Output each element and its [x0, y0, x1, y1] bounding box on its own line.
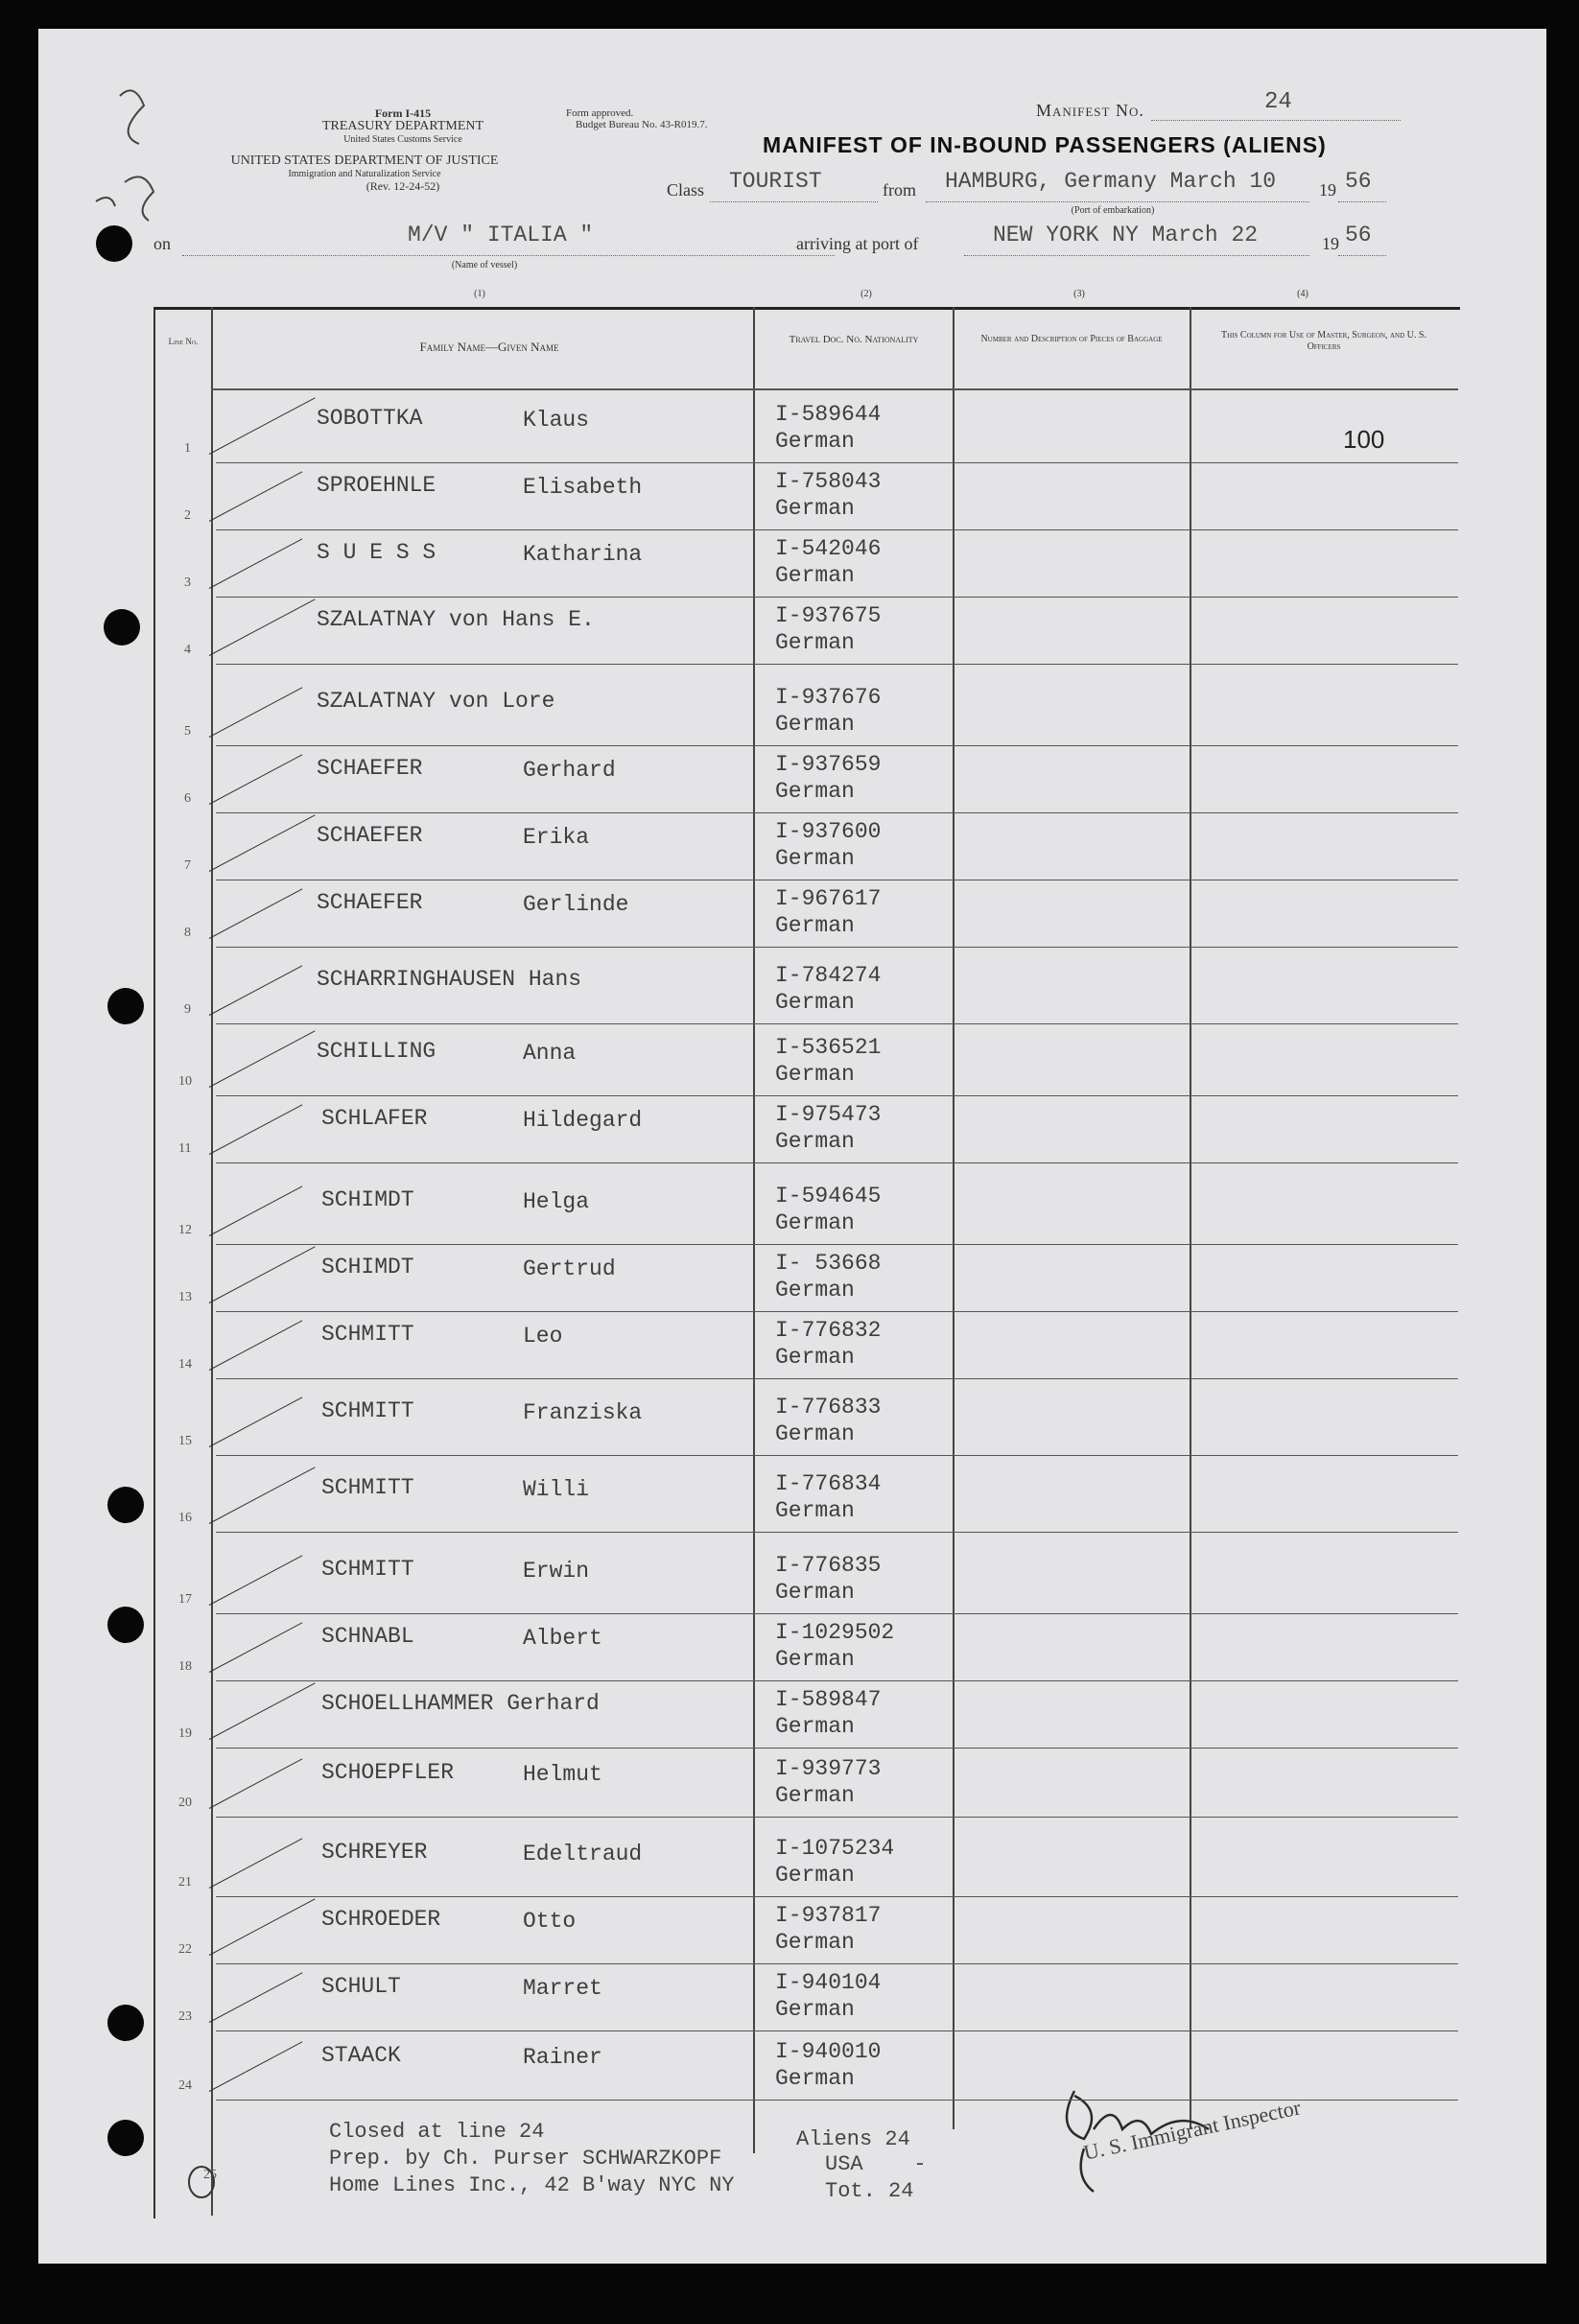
passenger-nationality: German: [775, 779, 855, 804]
passenger-travel-doc: I-1029502: [775, 1620, 895, 1645]
vessel-caption: (Name of vessel): [451, 260, 518, 270]
passenger-travel-doc: I-776835: [775, 1553, 882, 1578]
year-value-2: 56: [1345, 223, 1372, 247]
col-head-name: Family Name—Given Name: [419, 340, 559, 354]
row-rule: [216, 1162, 1458, 1163]
passenger-family-name: SZALATNAY von Hans E.: [317, 607, 595, 632]
port-underline: [964, 255, 1309, 256]
arrival-port: NEW YORK NY March 22: [993, 223, 1259, 247]
passenger-family-name: SPROEHNLE: [317, 473, 436, 498]
col-divider: [753, 307, 755, 2153]
passenger-nationality: German: [775, 1783, 855, 1808]
vessel-name: M/V " ITALIA ": [408, 223, 594, 247]
passenger-family-name: SZALATNAY von Lore: [317, 689, 555, 714]
passenger-given-name: Hildegard: [523, 1108, 643, 1133]
passenger-given-name: Leo: [523, 1324, 563, 1349]
col-num-2: (2): [860, 289, 872, 299]
passenger-travel-doc: I-776832: [775, 1318, 882, 1343]
manifest-number: 24: [1264, 89, 1292, 115]
line-number: 24: [178, 2078, 192, 2093]
passenger-remark: 100: [1343, 425, 1385, 454]
passenger-nationality: German: [775, 712, 855, 737]
form-number: Form I-415: [374, 106, 432, 120]
passenger-travel-doc: I-776833: [775, 1395, 882, 1420]
passenger-travel-doc: I-594645: [775, 1184, 882, 1209]
passenger-family-name: SCHNABL: [321, 1624, 414, 1649]
footer-line-number: 25: [203, 2168, 217, 2182]
passenger-given-name: Gerlinde: [523, 892, 629, 917]
col-head-line-no: Line No.: [168, 337, 199, 346]
row-rule: [216, 1680, 1458, 1681]
passenger-given-name: Klaus: [523, 408, 590, 433]
punch-hole: [107, 1607, 144, 1643]
passenger-travel-doc: I-542046: [775, 536, 882, 561]
passenger-given-name: Marret: [523, 1976, 602, 2001]
line-number: 4: [184, 643, 191, 657]
year-prefix-2: 19: [1322, 234, 1339, 253]
row-rule: [216, 2100, 1458, 2101]
col-head-baggage: Number and Description of Pieces of Baggage: [980, 334, 1163, 344]
line-number: 19: [178, 1726, 192, 1741]
punch-hole: [107, 2120, 144, 2156]
row-rule: [216, 1023, 1458, 1024]
passenger-family-name: SCHAEFER: [317, 823, 423, 848]
passenger-family-name: SCHMITT: [321, 1557, 414, 1582]
passenger-travel-doc: I-967617: [775, 886, 882, 911]
col-head-officers: This Column for Use of Master, Surgeon, and U. S. Officers: [1221, 330, 1426, 352]
footer-closed: Closed at line 24: [329, 2120, 545, 2144]
passenger-family-name: SCHAEFER: [317, 890, 423, 915]
col-divider: [1190, 307, 1191, 2129]
line-number: 22: [178, 1942, 192, 1957]
passenger-given-name: Helmut: [523, 1762, 602, 1787]
document-title: MANIFEST OF IN-BOUND PASSENGERS (ALIENS): [763, 132, 1327, 157]
passenger-nationality: German: [775, 1345, 855, 1370]
row-rule: [216, 1613, 1458, 1614]
passenger-nationality: German: [775, 496, 855, 521]
col-divider: [953, 307, 954, 2129]
passenger-given-name: Franziska: [523, 1400, 643, 1425]
row-rule: [216, 1963, 1458, 1964]
passenger-family-name: SCHROEDER: [321, 1907, 441, 1932]
year-underline-2: [1338, 255, 1386, 256]
row-rule: [216, 812, 1458, 813]
passenger-given-name: Willi: [523, 1477, 590, 1502]
port-embark-caption: (Port of embarkation): [1071, 205, 1155, 216]
line-number: 1: [184, 441, 191, 456]
passenger-family-name: S U E S S: [317, 540, 436, 565]
footer-aliens: Aliens 24: [796, 2127, 910, 2151]
circle-mark: [182, 2163, 221, 2201]
passenger-family-name: SCHOEPFLER: [321, 1760, 455, 1785]
row-rule: [216, 1378, 1458, 1379]
passenger-nationality: German: [775, 1421, 855, 1446]
line-number: 13: [178, 1290, 192, 1304]
manifest-underline: [1151, 120, 1401, 121]
line-number: 9: [184, 1002, 191, 1017]
budget-bureau: Budget Bureau No. 43-R019.7.: [576, 119, 708, 130]
passenger-travel-doc: I-758043: [775, 469, 882, 494]
line-number: 11: [178, 1141, 192, 1156]
line-number: 10: [178, 1074, 192, 1089]
passenger-travel-doc: I-937659: [775, 752, 882, 777]
year-prefix-1: 19: [1319, 180, 1336, 200]
passenger-travel-doc: I-776834: [775, 1471, 882, 1496]
row-rule: [216, 1896, 1458, 1897]
passenger-nationality: German: [775, 563, 855, 588]
line-number: 3: [184, 575, 191, 590]
passenger-given-name: Helga: [523, 1189, 590, 1214]
form-revision: (Rev. 12-24-52): [365, 179, 440, 193]
passenger-family-name: SCHIMDT: [321, 1187, 414, 1212]
passenger-given-name: Erwin: [523, 1559, 590, 1584]
year-underline-1: [1338, 201, 1386, 202]
col-num-4: (4): [1297, 289, 1308, 299]
passenger-family-name: SCHULT: [321, 1974, 401, 1999]
row-rule: [216, 1455, 1458, 1456]
passenger-family-name: SCHLAFER: [321, 1106, 428, 1131]
passenger-travel-doc: I-784274: [775, 963, 882, 988]
class-underline: [710, 201, 878, 202]
row-rule: [216, 597, 1458, 598]
passenger-family-name: SCHIMDT: [321, 1255, 414, 1279]
row-rule: [216, 1817, 1458, 1818]
passenger-nationality: German: [775, 1129, 855, 1154]
line-number: 18: [178, 1659, 192, 1674]
header-rule: [211, 388, 1458, 390]
footer-company: Home Lines Inc., 42 B'way NYC NY: [329, 2173, 735, 2197]
passenger-given-name: Rainer: [523, 2045, 602, 2070]
inspector-title: U. S. Immigrant Inspector: [1081, 2095, 1303, 2165]
passenger-family-name: SCHOELLHAMMER Gerhard: [321, 1691, 600, 1716]
passenger-nationality: German: [775, 1863, 855, 1888]
passenger-nationality: German: [775, 1647, 855, 1672]
passenger-given-name: Katharina: [523, 542, 643, 567]
passenger-travel-doc: I-975473: [775, 1102, 882, 1127]
passenger-travel-doc: I-1075234: [775, 1836, 895, 1861]
passenger-given-name: Erika: [523, 825, 590, 850]
line-number: 20: [178, 1796, 192, 1810]
col-num-3: (3): [1073, 289, 1085, 299]
customs-service: United States Customs Service: [343, 134, 462, 145]
footer-total: Tot. 24: [825, 2179, 914, 2203]
line-number: 16: [178, 1511, 192, 1525]
line-number: 12: [178, 1223, 192, 1237]
passenger-nationality: German: [775, 990, 855, 1015]
passenger-family-name: SCHMITT: [321, 1398, 414, 1423]
row-rule: [216, 1532, 1458, 1533]
vessel-underline: [182, 255, 835, 256]
passenger-given-name: Albert: [523, 1626, 602, 1651]
passenger-nationality: German: [775, 1580, 855, 1605]
col-head-travel-doc: Travel Doc. No. Nationality: [789, 334, 919, 345]
passenger-nationality: German: [775, 429, 855, 454]
row-rule: [216, 1244, 1458, 1245]
passenger-given-name: Elisabeth: [523, 475, 643, 500]
passenger-given-name: Anna: [523, 1041, 577, 1066]
punch-hole: [104, 609, 140, 646]
passenger-nationality: German: [775, 2066, 855, 2091]
punch-hole: [107, 1487, 144, 1523]
line-number: 14: [178, 1357, 192, 1372]
line-number: 23: [178, 2009, 192, 2024]
passenger-travel-doc: I-589644: [775, 402, 882, 427]
class-value: TOURIST: [729, 169, 822, 194]
arriving-label: arriving at port of: [796, 234, 919, 253]
justice-dept: UNITED STATES DEPARTMENT OF JUSTICE: [230, 153, 499, 168]
row-rule: [216, 1748, 1458, 1749]
form-approved: Form approved.: [566, 107, 634, 119]
line-number: 17: [178, 1592, 192, 1607]
passenger-family-name: SCHMITT: [321, 1322, 414, 1347]
passenger-travel-doc: I-940104: [775, 1970, 882, 1995]
passenger-family-name: SCHILLING: [317, 1039, 436, 1064]
from-value: HAMBURG, Germany March 10: [945, 169, 1277, 194]
passenger-family-name: SCHAEFER: [317, 756, 423, 781]
line-number: 8: [184, 926, 191, 940]
col-divider: [211, 307, 213, 2216]
class-label: Class: [667, 180, 705, 200]
passenger-family-name: SCHMITT: [321, 1475, 414, 1500]
col-num-1: (1): [474, 289, 485, 299]
passenger-travel-doc: I-937817: [775, 1903, 882, 1928]
line-number: 5: [184, 724, 191, 739]
passenger-nationality: German: [775, 1498, 855, 1523]
treasury-dept: TREASURY DEPARTMENT: [321, 119, 484, 133]
passenger-travel-doc: I-937600: [775, 819, 882, 844]
manifest-label: Manifest No.: [1036, 101, 1144, 120]
passenger-travel-doc: I-939773: [775, 1756, 882, 1781]
line-number: 2: [184, 508, 191, 523]
row-rule: [216, 462, 1458, 463]
passenger-nationality: German: [775, 630, 855, 655]
row-rule: [216, 1095, 1458, 1096]
passenger-travel-doc: I-536521: [775, 1035, 882, 1060]
passenger-family-name: SCHREYER: [321, 1840, 428, 1865]
punch-hole: [107, 2005, 144, 2041]
footer-prep: Prep. by Ch. Purser SCHWARZKOPF: [329, 2147, 722, 2171]
passenger-travel-doc: I-937675: [775, 603, 882, 628]
passenger-given-name: Edeltraud: [523, 1842, 643, 1866]
passenger-family-name: STAACK: [321, 2043, 401, 2068]
punch-hole: [107, 988, 144, 1024]
passenger-given-name: Gertrud: [523, 1256, 616, 1281]
line-number: 6: [184, 791, 191, 806]
line-number: 21: [178, 1875, 192, 1890]
passenger-nationality: German: [775, 1278, 855, 1303]
passenger-nationality: German: [775, 1997, 855, 2022]
row-rule: [216, 947, 1458, 948]
margin-scribble: [77, 77, 163, 240]
passenger-family-name: SOBOTTKA: [317, 406, 423, 431]
manifest-page: [38, 29, 1546, 2264]
on-label: on: [153, 234, 171, 253]
passenger-family-name: SCHARRINGHAUSEN Hans: [317, 967, 582, 992]
passenger-nationality: German: [775, 846, 855, 871]
passenger-given-name: Gerhard: [523, 758, 616, 783]
from-label: from: [883, 180, 916, 200]
footer-usa: USA -: [825, 2152, 927, 2176]
passenger-nationality: German: [775, 913, 855, 938]
ins-service: Immigration and Naturalization Service: [288, 169, 441, 179]
passenger-nationality: German: [775, 1062, 855, 1087]
from-underline: [926, 201, 1309, 202]
passenger-nationality: German: [775, 1210, 855, 1235]
year-value-1: 56: [1345, 169, 1372, 194]
line-number: 7: [184, 858, 191, 873]
row-rule: [216, 1311, 1458, 1312]
passenger-nationality: German: [775, 1714, 855, 1739]
line-number: 15: [178, 1434, 192, 1448]
passenger-given-name: Otto: [523, 1909, 577, 1934]
passenger-travel-doc: I-940010: [775, 2039, 882, 2064]
row-rule: [216, 664, 1458, 665]
row-rule: [216, 745, 1458, 746]
passenger-travel-doc: I-589847: [775, 1687, 882, 1712]
row-rule: [216, 529, 1458, 530]
passenger-travel-doc: I- 53668: [775, 1251, 882, 1276]
passenger-travel-doc: I-937676: [775, 685, 882, 710]
passenger-nationality: German: [775, 1930, 855, 1955]
